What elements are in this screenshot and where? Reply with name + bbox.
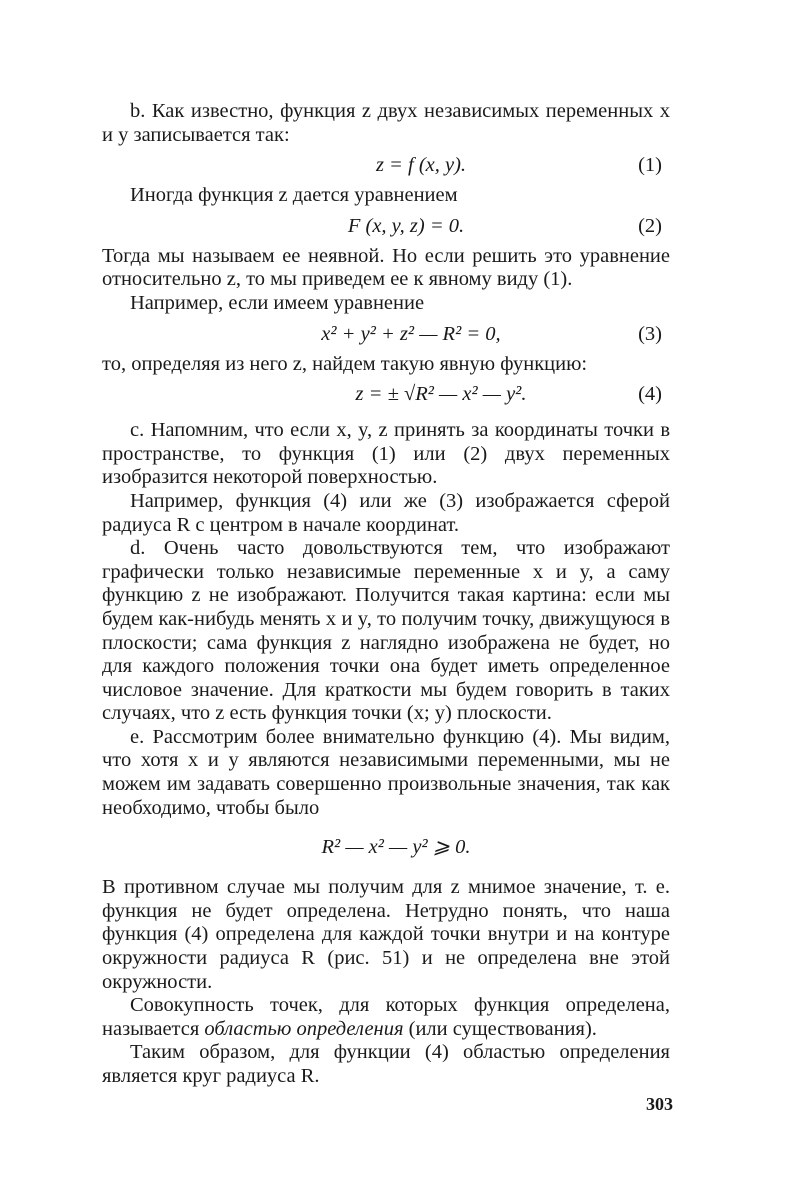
equation-2 [102, 213, 670, 239]
paragraph-e-circle: Таким образом, для функции (4) областью определения является круг радиуса R. [102, 1041, 670, 1087]
paragraph-d: d. Очень часто довольствуются тем, что изображают графически только независимые переменные x и y, а саму функцию z не изображают. Получится такая картина: если мы будем как-нибудь менять x и y, то получим точку, движущуюся в плоскости; сама функция z наглядно изображена не будет, но для каждого положения точки она будет иметь определенное числовое значение. Для краткости мы будем говорить в таких случаях, что z есть функция точки (x; y) плоскости. [102, 537, 670, 725]
equation-3-formula: x² + y² + z² — R² = 0, [321, 322, 501, 345]
paragraph-b-explicit: Тогда мы называем ее неявной. Но если решить это уравнение относительно z, то мы приведем ее к явному виду (1). [102, 244, 670, 291]
equation-1 [102, 152, 670, 178]
paragraph-e-domain [102, 994, 670, 1041]
equation-1-number: (1) [638, 154, 662, 177]
page-number: 303 [646, 1094, 673, 1114]
paragraph-b-solve: то, определяя из него z, найдем такую явную функцию: [102, 352, 588, 375]
equation-4-formula: z = ± √R² — x² — y². [355, 383, 527, 406]
paragraph-e-otherwise: В противном случае мы получим для z мнимое значение, т. е. функция не будет определена. Нетрудно понять, что наша функция (4) определена для каждой точки внутри и на контуре окружности радиуса R (рис. 51) и не определена вне этой окружности. [102, 876, 670, 993]
equation-5 [102, 834, 670, 860]
paragraph-b-example: Например, если имеем уравнение [130, 291, 425, 314]
equation-2-formula: F (x, y, z) = 0. [347, 214, 465, 237]
paragraph-c-surface: c. Напомним, что если x, y, z принять за координаты точки в пространстве, то функция (1) или (2) двух переменных изобразится некоторой поверхностью. [102, 419, 670, 489]
text-body [102, 100, 670, 1089]
paragraph-b-intro: b. Как известно, функция z двух независимых переменных x и y записывается так: [102, 100, 670, 146]
domain-text-start: Совокупность точек, для которых функция определена, называется [102, 994, 670, 1040]
equation-5-formula: R² — x² — y² ⩾ 0. [321, 836, 471, 859]
equation-4-number: (4) [638, 383, 662, 406]
domain-term: областью определения [204, 1017, 404, 1040]
domain-text-end: (или существования). [403, 1017, 597, 1040]
paragraph-c-sphere: Например, функция (4) или же (3) изображается сферой радиуса R с центром в начале координат. [102, 489, 670, 536]
equation-3 [102, 321, 670, 347]
paragraph-e-consider: e. Рассмотрим более внимательно функцию (4). Мы видим, что хотя x и y являются независимыми переменными, мы не можем им задавать совершенно произвольные значения, так как необходимо, чтобы было [102, 725, 670, 819]
equation-3-number: (3) [638, 322, 662, 345]
equation-2-number: (2) [638, 214, 662, 237]
equation-4 [102, 381, 670, 407]
paragraph-b-implicit: Иногда функция z дается уравнением [130, 184, 458, 207]
equation-1-formula: z = f (x, y). [375, 154, 467, 177]
